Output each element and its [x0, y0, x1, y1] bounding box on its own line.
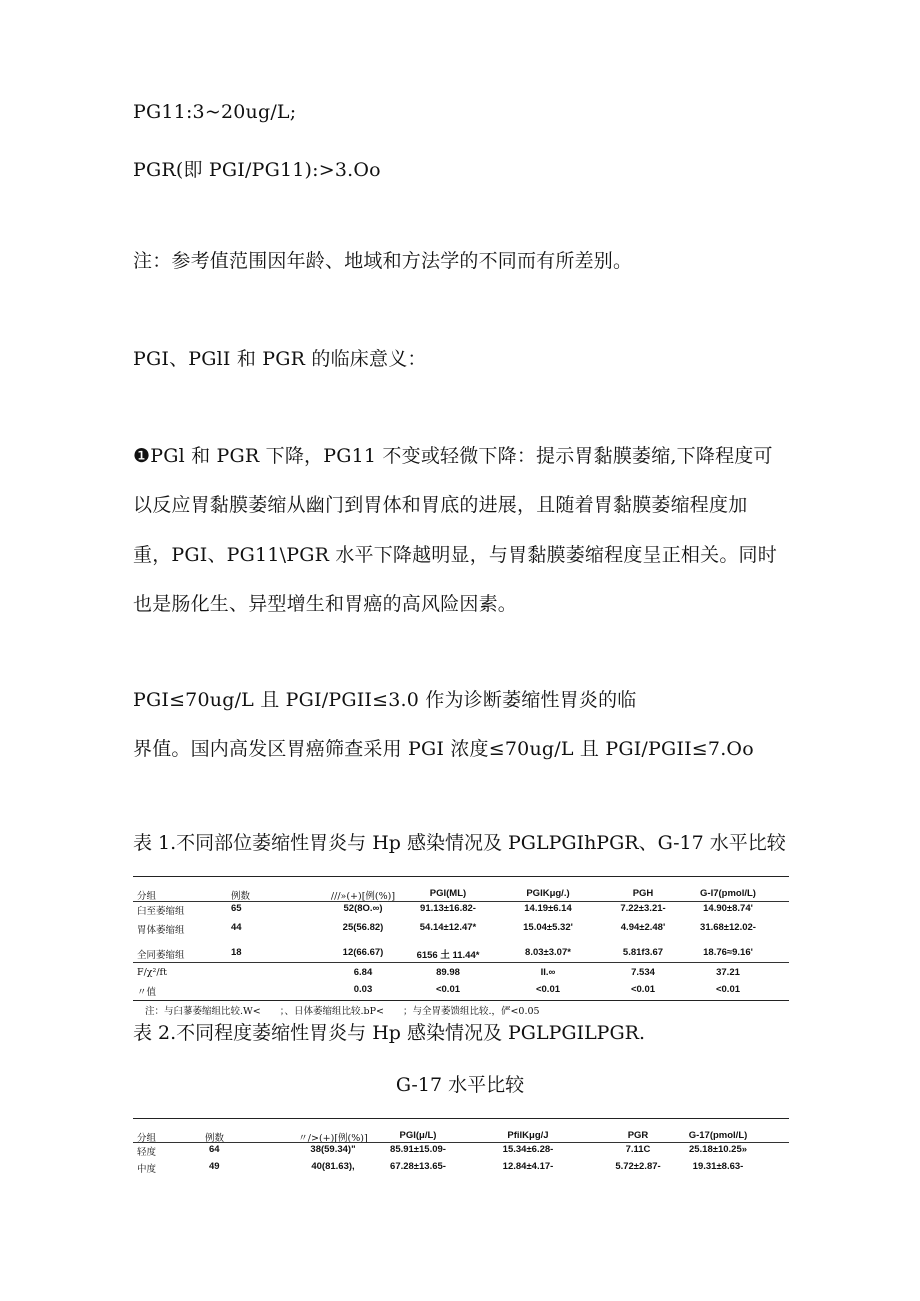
- table1: [133, 876, 789, 1016]
- table-cell: <0.01: [435, 984, 461, 995]
- table-cell: II.∞: [540, 967, 556, 978]
- table-cell: 5.72±2.87-: [615, 1161, 661, 1172]
- table2: [133, 1118, 789, 1188]
- table-cell: 7.22±3.21-: [620, 903, 666, 914]
- table-cell: 67.28±13.65-: [390, 1161, 446, 1172]
- table-cell: 19.31±8.63-: [692, 1161, 744, 1172]
- table-rule: [133, 1118, 789, 1119]
- header-cell: 例数: [205, 1133, 225, 1144]
- header-cell: 分组: [137, 891, 157, 902]
- table-stat-row: [133, 967, 789, 981]
- table2-caption: 表 2.不同程度萎缩性胃炎与 Hp 感染情况及 PGLPGILPGR.: [133, 1022, 645, 1044]
- table-cell: 38(59.34)": [310, 1144, 356, 1155]
- paragraph-line: PGI≤70ug/L 且 PGI/PGII≤3.0 作为诊断萎缩性胃炎的临: [133, 689, 637, 711]
- table-cell: 31.68±12.02-: [700, 922, 756, 933]
- table-cell: 44: [231, 922, 242, 933]
- header-cell: G-I7(pmol/L): [700, 888, 756, 899]
- table1-caption: 表 1.不同部位萎缩性胃炎与 Hp 感染情况及 PGLPGIhPGR、G-17 水平比较: [133, 832, 786, 854]
- paragraph-line: 也是肠化生、异型增生和胃癌的高风险因素。: [133, 593, 518, 615]
- table-rule: [133, 1142, 789, 1143]
- table-cell: 7.11C: [625, 1144, 651, 1155]
- table-rule: [133, 1000, 789, 1001]
- reference-note: 注：参考值范围因年龄、地域和方法学的不同而有所差别。: [133, 250, 633, 272]
- table-cell: 胃体萎缩组: [137, 925, 185, 936]
- table-cell: F/χ²/ft: [137, 967, 167, 978]
- table-row: [133, 903, 789, 917]
- header-cell: PfilKμg/J: [507, 1130, 549, 1141]
- table-cell: 52(8O.∞): [343, 903, 383, 914]
- table-cell: 15.04±5.32': [523, 922, 573, 933]
- header-cell: PGH: [632, 888, 654, 899]
- table-cell: 6.84: [353, 967, 373, 978]
- header-cell: PGI(ML): [429, 888, 467, 899]
- header-cell: PGIKμg/.): [526, 888, 570, 899]
- table-cell: 中度: [137, 1164, 157, 1175]
- table-cell: 25(56.82): [342, 922, 384, 933]
- table-header-row: [133, 888, 789, 902]
- table-cell: 54.14±12.47*: [419, 922, 477, 933]
- paragraph-line: ❶PGl 和 PGR 下降，PG11 不变或轻微下降：提示胃黏膜萎缩,下降程度可: [133, 445, 773, 467]
- table-cell: 49: [209, 1161, 220, 1172]
- header-cell: 〃/>(+)[例(%)]: [298, 1133, 368, 1144]
- table-cell: 18: [231, 947, 242, 958]
- header-cell: PGR: [627, 1130, 649, 1141]
- reference-pgr: PGR(即 PGI/PG11):>3.Oo: [133, 159, 381, 181]
- table-cell: 18.76≈9.16': [703, 947, 753, 958]
- table-cell: 0.03: [353, 984, 373, 995]
- table-cell: 12.84±4.17-: [502, 1161, 554, 1172]
- table1-note: 注：与臼蓼萎缩组比较.W< ；、日体萎缩组比较.bP< ；与全胃萎馈组比较.，俨<0.05: [145, 1006, 540, 1017]
- table-cell: 12(66.67): [342, 947, 384, 958]
- table-cell: <0.01: [715, 984, 741, 995]
- reference-pgii: PG11:3~20ug/L;: [133, 101, 297, 123]
- table-cell: 5.81f3.67: [622, 947, 664, 958]
- table-cell: 14.90±8.74': [703, 903, 753, 914]
- table-cell: 8.03±3.07*: [525, 947, 571, 958]
- table-cell: 40(81.63),: [311, 1161, 355, 1172]
- table-cell: 14.19±6.14: [524, 903, 572, 914]
- table-cell: 15.34±6.28-: [502, 1144, 554, 1155]
- table-cell: 64: [209, 1144, 220, 1155]
- table-stat-row: [133, 984, 789, 998]
- table-cell: 89.98: [436, 967, 460, 978]
- header-cell: PGI(μ/L): [399, 1130, 437, 1141]
- header-cell: G-17(pmol/L): [688, 1130, 748, 1141]
- section-heading: PGI、PGlI 和 PGR 的临床意义：: [133, 348, 427, 370]
- table-row: [133, 922, 789, 936]
- table-cell: 〃值: [137, 987, 157, 998]
- table-cell: 4.94±2.48': [620, 922, 666, 933]
- paragraph-line: 以反应胃黏膜萎缩从幽门到胃体和胃底的进展，且随着胃黏膜萎缩程度加: [133, 494, 748, 516]
- table2-caption-cont: G-17 水平比较: [395, 1074, 525, 1096]
- table-cell: <0.01: [630, 984, 656, 995]
- table-rule: [133, 876, 789, 877]
- table-cell: 7.534: [631, 967, 655, 978]
- table-cell: <0.01: [535, 984, 561, 995]
- table-cell: 25.18±10.25»: [688, 1144, 748, 1155]
- paragraph-line: 界值。国内高发区胃癌筛查采用 PGI 浓度≤70ug/L 且 PGI/PGII≤7.Oo: [133, 738, 754, 760]
- table-cell: 臼至萎缩组: [137, 906, 185, 917]
- table-rule: [133, 901, 789, 902]
- table-cell: 全同萎缩组: [137, 950, 185, 961]
- header-cell: 例数: [231, 891, 251, 902]
- table-cell: 轻度: [137, 1147, 157, 1158]
- header-cell: ///»(+)[例(%)]: [330, 891, 396, 902]
- table-cell: 6156 土 11.44*: [416, 950, 480, 961]
- table-rule: [133, 962, 789, 963]
- table-row: [133, 1144, 789, 1158]
- table-row: [133, 1161, 789, 1175]
- table-cell: 65: [231, 903, 242, 914]
- paragraph-line: 重，PGI、PG11\PGR 水平下降越明显，与胃黏膜萎缩程度呈正相关。同时: [133, 544, 777, 566]
- table-cell: 37.21: [716, 967, 740, 978]
- table-cell: 85.91±15.09-: [390, 1144, 446, 1155]
- header-cell: 分组: [137, 1133, 157, 1144]
- table-row: [133, 947, 789, 961]
- table-cell: 91.13±16.82-: [420, 903, 476, 914]
